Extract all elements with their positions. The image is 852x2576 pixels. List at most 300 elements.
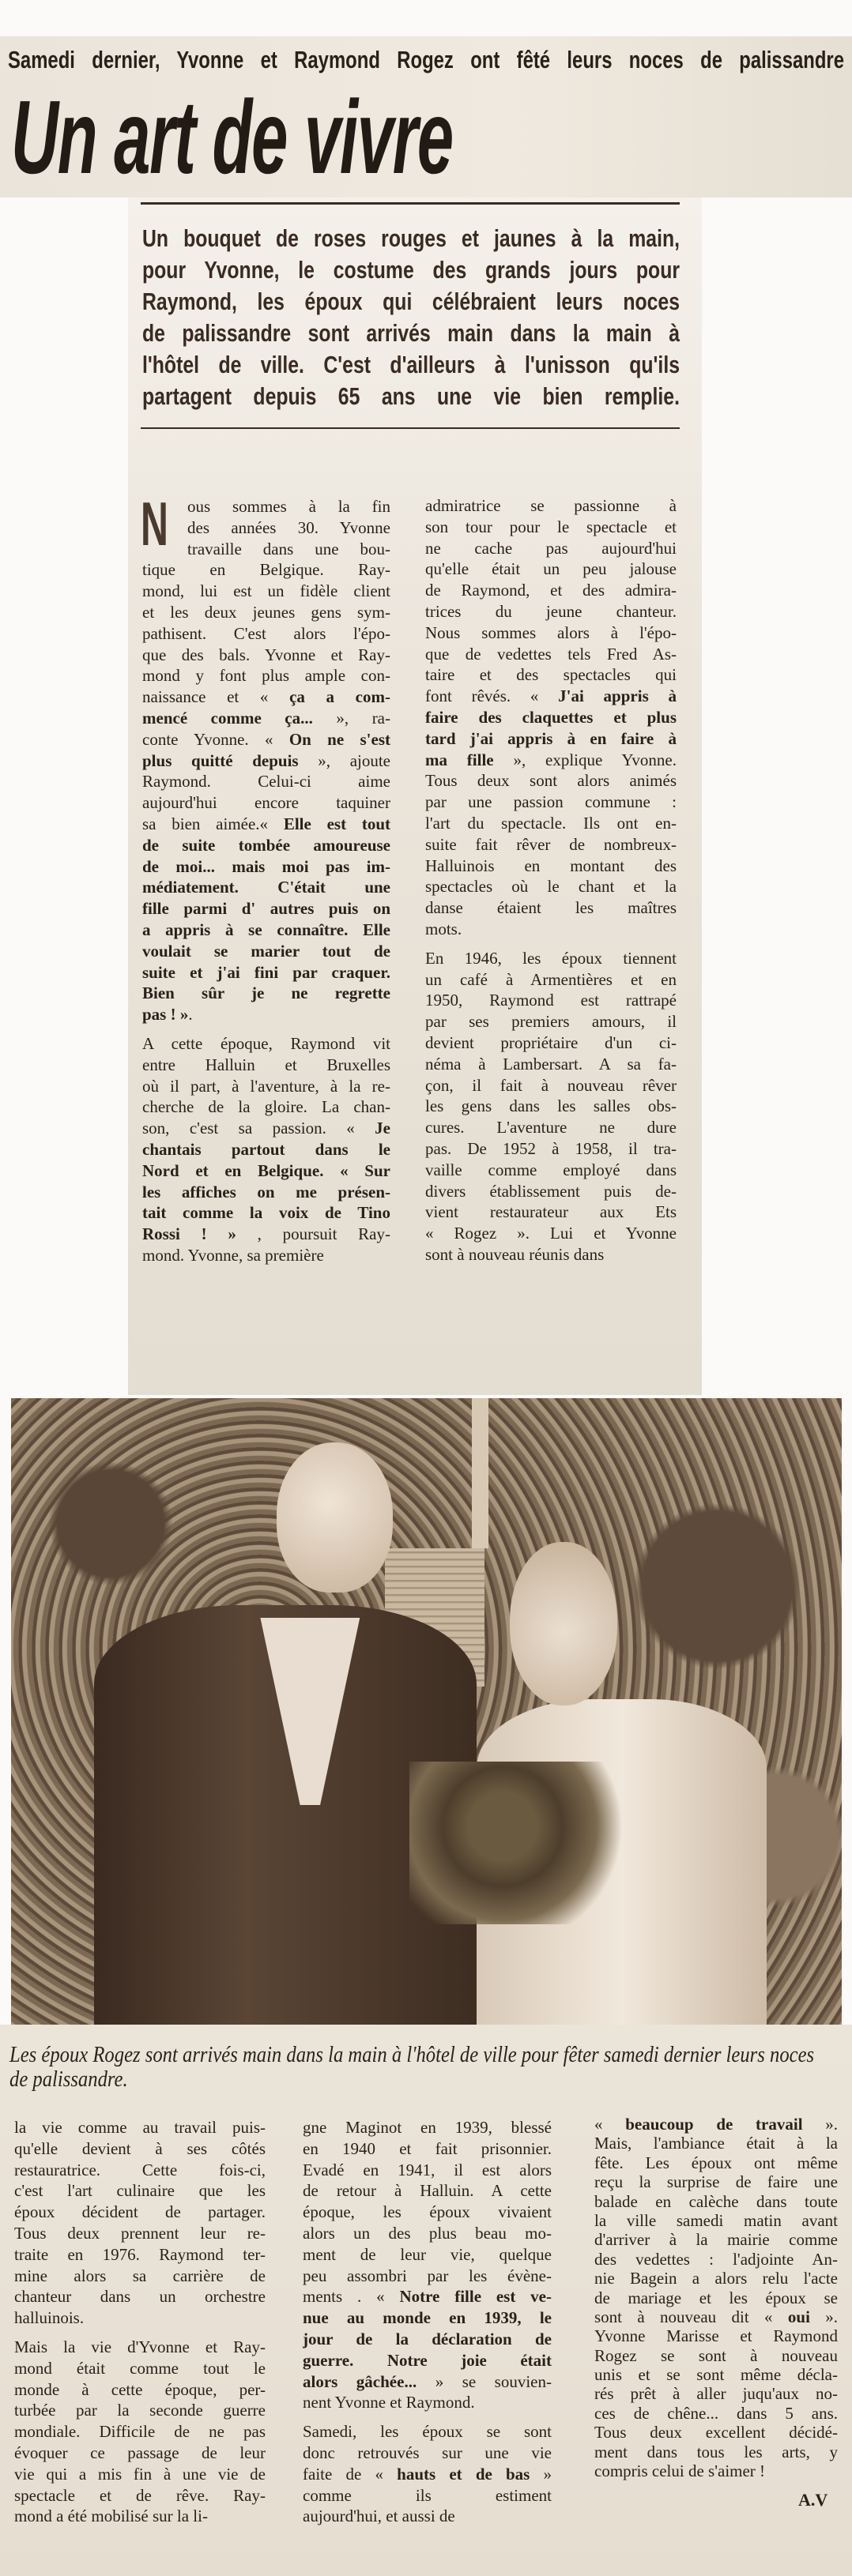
text-run: de Raymond, et des admira- xyxy=(425,581,677,600)
text-run: la ville samedi matin avant xyxy=(594,2210,838,2230)
text-line xyxy=(142,814,390,835)
text-line xyxy=(425,919,677,940)
text-run: « xyxy=(594,2115,626,2134)
divider-rule xyxy=(141,427,680,429)
text-line xyxy=(594,2192,838,2211)
text-line xyxy=(142,1160,390,1182)
text-run: aujourd'hui, et aussi de xyxy=(303,2506,455,2526)
text-line xyxy=(142,941,390,962)
text-run: vaille comme employé dans xyxy=(425,1160,677,1179)
text-line xyxy=(425,580,677,601)
bold-quote-text: médiatement. C'était une xyxy=(142,878,390,897)
article-paragraph xyxy=(141,489,390,1025)
text-run: traite en 1976. Raymond ter- xyxy=(14,2244,266,2264)
text-run: devient propriétaire d'un ci- xyxy=(425,1032,677,1052)
article-paragraph xyxy=(594,2115,838,2480)
text-line xyxy=(142,602,390,623)
text-run: de retour à Halluin. A cette xyxy=(303,2181,552,2201)
text-run: Yvonne Marisse et Raymond xyxy=(594,2326,838,2346)
text-run: balade en calèche dans toute xyxy=(594,2191,838,2211)
text-line xyxy=(594,2115,838,2134)
text-line xyxy=(142,1076,390,1097)
text-run: 1950, Raymond est rattrapé xyxy=(425,991,677,1010)
text-run: » se souvien- xyxy=(417,2371,552,2391)
text-line xyxy=(425,1011,677,1032)
text-run: pathisent. C'est alors l'épo- xyxy=(142,623,390,643)
text-line xyxy=(14,2379,266,2401)
text-run: donc retrouvés sur une vie xyxy=(303,2442,552,2462)
text-line xyxy=(425,1244,677,1265)
text-run: la vie comme au travail puis- xyxy=(14,2118,266,2137)
bold-quote-text: les affiches on me présen- xyxy=(142,1182,390,1202)
article-column-1 xyxy=(141,489,390,1274)
text-run: époque, les époux vivaient xyxy=(303,2202,552,2222)
text-line xyxy=(425,1032,677,1054)
text-run: gne Maginot en 1939, blessé xyxy=(303,2118,552,2137)
couple-photo xyxy=(11,1398,842,2025)
article-paragraph xyxy=(425,948,677,1265)
text-line xyxy=(303,2286,552,2307)
text-line xyxy=(594,2326,838,2345)
text-run: de mariage et les époux se xyxy=(594,2288,838,2307)
text-line xyxy=(594,2461,838,2480)
bold-quote-text: alors gâchée... xyxy=(303,2371,417,2391)
text-line xyxy=(594,2230,838,2249)
lead-line xyxy=(142,223,680,254)
text-line xyxy=(425,622,677,644)
text-line xyxy=(142,517,390,539)
text-line xyxy=(594,2365,838,2384)
text-run: et les deux jeunes gens sym- xyxy=(142,602,390,622)
text-run: où il part, à l'aventure, à la re- xyxy=(142,1076,390,1096)
text-line xyxy=(14,2223,266,2244)
text-line xyxy=(425,1202,677,1223)
text-run: mots. xyxy=(425,919,462,938)
bold-quote-text: guerre. Notre joie était xyxy=(303,2350,552,2370)
bold-quote-text: de suite tombée amoureuse xyxy=(142,835,390,855)
lead-line xyxy=(142,254,680,286)
text-line xyxy=(425,707,677,728)
divider-rule xyxy=(141,202,680,205)
text-line xyxy=(594,2134,838,2153)
text-run: ous sommes à la fin xyxy=(187,497,390,516)
photo-man-head xyxy=(277,1442,393,1593)
bold-quote-text: faire des claquettes et plus xyxy=(425,707,677,727)
text-run: sont à nouveau réunis dans xyxy=(425,1244,605,1264)
bold-quote-text: hauts et de bas xyxy=(397,2464,530,2484)
text-run: Raymond. Celui-ci aime xyxy=(142,772,390,792)
text-run: Tous deux prennent leur re- xyxy=(14,2223,266,2243)
text-run: évoquer ce passage de leur xyxy=(14,2442,266,2462)
text-run: , poursuit Ray- xyxy=(236,1224,390,1244)
bold-quote-text: J'ai appris à xyxy=(558,686,677,706)
text-line xyxy=(142,496,390,517)
text-line xyxy=(303,2329,552,2350)
text-line xyxy=(142,623,390,645)
article-paragraph xyxy=(303,2117,552,2413)
text-run: son tour pour le spectacle et xyxy=(425,517,677,536)
text-line xyxy=(142,1004,390,1025)
text-line xyxy=(425,686,677,707)
photo-woman-head xyxy=(510,1542,618,1705)
text-line xyxy=(425,856,677,877)
text-run: », ajoute xyxy=(298,750,390,770)
bold-quote-text: tait comme la voix de Tino xyxy=(142,1203,390,1223)
text-line xyxy=(142,1245,390,1266)
text-run: des années 30. Yvonne xyxy=(187,517,390,537)
text-run: un café à Armentières et en xyxy=(425,969,677,989)
text-run: En 1946, les époux tiennent xyxy=(425,948,677,968)
text-run: mond était comme tout le xyxy=(14,2358,266,2378)
text-run: alors un des plus beau mo- xyxy=(303,2223,552,2243)
text-line xyxy=(425,495,677,517)
text-run: cures. L'aventure ne dure xyxy=(425,1118,677,1138)
text-run: mondiale. Difficile de ne pas xyxy=(14,2422,266,2442)
text-run: reçu la surprise de faire une xyxy=(594,2172,838,2192)
text-line xyxy=(303,2421,552,2442)
text-line xyxy=(142,1224,390,1245)
text-run: son, c'est sa passion. « xyxy=(142,1119,375,1138)
bold-quote-text: plus quitté depuis xyxy=(142,750,299,770)
text-line xyxy=(142,1096,390,1118)
text-line xyxy=(303,2506,552,2527)
text-line xyxy=(14,2421,266,2442)
lead-text: Raymond, les époux qui célébraient leurs noces xyxy=(142,288,680,315)
text-line xyxy=(14,2180,266,2202)
text-run: qu'elle devient à ses côtés xyxy=(14,2138,266,2158)
text-run: spectacles où le chant et la xyxy=(425,877,677,897)
bold-quote-text: mencé comme ça... xyxy=(142,708,313,728)
text-line xyxy=(142,708,390,729)
text-line xyxy=(425,876,677,897)
text-line xyxy=(425,1160,677,1181)
text-run: mond, lui est un fidèle client xyxy=(142,581,390,601)
text-run: ment dans tous les arts, y xyxy=(594,2442,838,2461)
lead-line xyxy=(142,349,680,381)
text-run: Mais la vie d'Yvonne et Ray- xyxy=(14,2337,266,2356)
bold-quote-text: Rossi ! » xyxy=(142,1224,236,1244)
text-run: unis et se sont même décla- xyxy=(594,2365,838,2385)
overline xyxy=(8,46,844,77)
text-run: font rêvés. « xyxy=(425,686,559,706)
text-run: ». xyxy=(802,2115,838,2134)
bold-quote-text: beaucoup de travail xyxy=(625,2115,803,2134)
text-line xyxy=(425,538,677,559)
bold-quote-text: voulait se marier tout de xyxy=(142,941,390,961)
text-run: « Rogez ». Lui et Yvonne xyxy=(425,1224,677,1243)
bold-quote-text: tard j'ai appris à en faire à xyxy=(425,728,677,748)
text-line xyxy=(594,2153,838,2172)
bold-quote-text: Notre fille est ve- xyxy=(399,2287,552,2307)
text-line xyxy=(142,1055,390,1076)
text-run: mond a été mobilisé sur la li- xyxy=(14,2506,208,2526)
text-run: Nous sommes alors à l'épo- xyxy=(425,622,677,642)
text-line xyxy=(425,1054,677,1075)
bold-quote-text: Je xyxy=(375,1119,390,1138)
caption-text: Les époux Rogez sont arrivés main dans la main à l'hôtel de ville pour fêter samedi dernier leurs noces de palissandre. xyxy=(9,2043,815,2092)
text-run: spectacle et de rêve. Ray- xyxy=(14,2485,266,2505)
text-line xyxy=(142,771,390,792)
text-run: par une passion commune : xyxy=(425,792,677,812)
bold-quote-text: chantais partout dans le xyxy=(142,1139,390,1159)
text-line xyxy=(425,664,677,686)
lead-line xyxy=(142,318,680,349)
text-line xyxy=(14,2307,266,2329)
text-run: mine alors sa carrière de xyxy=(14,2266,266,2285)
text-line xyxy=(14,2464,266,2485)
text-run: admiratrice se passionne à xyxy=(425,496,677,515)
text-run: compris celui de s'aimer ! xyxy=(594,2461,766,2481)
text-run: qu'elle était un peu jalouse xyxy=(425,559,677,579)
text-run: ments . « xyxy=(303,2287,400,2307)
text-line xyxy=(594,2211,838,2230)
text-line xyxy=(303,2350,552,2371)
text-line xyxy=(14,2442,266,2464)
lead-text: partagent depuis 65 ans une vie bien remplie. xyxy=(142,382,680,410)
text-run: aujourd'hui encore taquiner xyxy=(142,793,390,813)
text-line xyxy=(594,2250,838,2269)
lead-text: Un bouquet de roses rouges et jaunes à la main, xyxy=(142,224,680,252)
text-run: peu assombri par les évène- xyxy=(303,2266,552,2285)
headline-text: Un art de vivre xyxy=(11,79,453,195)
text-line xyxy=(425,1075,677,1096)
text-line xyxy=(425,948,677,969)
text-line xyxy=(594,2346,838,2365)
text-run: nent Yvonne et Raymond. xyxy=(303,2393,475,2412)
text-line xyxy=(303,2117,552,2138)
text-line xyxy=(142,898,390,919)
text-run: Tous deux sont alors animés xyxy=(425,771,677,791)
text-run: que de vedettes tels Fred As- xyxy=(425,644,677,664)
article-column-3 xyxy=(14,2117,266,2535)
text-line xyxy=(425,1223,677,1244)
article-column-5 xyxy=(594,2115,838,2488)
text-line xyxy=(14,2138,266,2160)
text-line xyxy=(594,2288,838,2307)
bold-quote-text: oui xyxy=(787,2307,810,2326)
text-run: les gens dans les salles obs- xyxy=(425,1096,677,1116)
text-line xyxy=(14,2400,266,2421)
bold-quote-text: Bien sûr je ne regrette xyxy=(142,983,390,1003)
text-line xyxy=(142,1118,390,1139)
text-line xyxy=(14,2286,266,2307)
text-line xyxy=(594,2404,838,2423)
bold-quote-text: ma fille xyxy=(425,750,494,769)
text-line xyxy=(594,2442,838,2461)
text-line xyxy=(303,2392,552,2413)
text-line xyxy=(142,962,390,983)
text-line xyxy=(425,1096,677,1117)
text-run: », ra- xyxy=(312,708,390,728)
text-run: danse étaient les maîtres xyxy=(425,898,677,918)
article-column-4 xyxy=(303,2117,552,2535)
bold-quote-text: Nord et en Belgique. « Sur xyxy=(142,1160,390,1180)
text-run: taire et des spectacles qui xyxy=(425,665,677,685)
text-line xyxy=(425,601,677,622)
text-run: mond. Yvonne, sa première xyxy=(142,1245,324,1265)
text-run: comme ils estiment xyxy=(303,2485,552,2505)
text-run: mond y font plus ample con- xyxy=(142,666,390,686)
text-run: naissance et « xyxy=(142,687,290,707)
text-line xyxy=(142,539,390,560)
text-run: A cette époque, Raymond vit xyxy=(142,1033,390,1053)
text-run: nie Bagein a alors relu l'acte xyxy=(594,2269,838,2288)
text-run: sont à nouveau dit « xyxy=(594,2307,788,2326)
text-line xyxy=(14,2485,266,2506)
text-line xyxy=(425,728,677,750)
drop-cap-letter: N xyxy=(141,489,168,558)
bold-quote-text: pas ! » xyxy=(142,1005,189,1025)
text-line xyxy=(425,834,677,856)
text-run: divers établissement puis de- xyxy=(425,1181,677,1201)
text-line xyxy=(303,2202,552,2223)
text-run: par ses premiers amours, il xyxy=(425,1012,677,1032)
text-run: vient restaurateur aux Ets xyxy=(425,1202,677,1222)
lead-line xyxy=(142,286,680,318)
bold-quote-text: fille parmi d' autres puis on xyxy=(142,899,390,919)
text-line xyxy=(594,2423,838,2442)
text-run: restauratrice. Cette fois-ci, xyxy=(14,2160,266,2179)
text-line xyxy=(425,750,677,771)
text-line xyxy=(425,990,677,1011)
text-run: suite fait rêver de nombreux- xyxy=(425,834,677,854)
text-run: rés prêt à aller juqu'aux no- xyxy=(594,2384,838,2404)
text-line xyxy=(303,2371,552,2393)
text-run: travaille dans une bou- xyxy=(187,539,390,558)
text-run: pas. De 1952 à 1958, il tra- xyxy=(425,1138,677,1158)
bold-quote-text: jour de la déclaration de xyxy=(303,2329,552,2348)
text-run: vie qui a mis fin à une vie de xyxy=(14,2464,266,2484)
text-line xyxy=(425,969,677,991)
lead-text: de palissandre sont arrivés main dans la main à xyxy=(142,319,680,347)
text-line xyxy=(142,665,390,686)
text-line xyxy=(142,645,390,666)
text-run: çon, il fait à nouveau rêver xyxy=(425,1075,677,1095)
article-paragraph xyxy=(142,1033,390,1266)
author-signature: A.V xyxy=(798,2490,828,2510)
text-line xyxy=(303,2160,552,2181)
lead-paragraph xyxy=(142,223,680,412)
overline-text: Samedi dernier, Yvonne et Raymond Rogez ont fêté leurs noces de palissandre xyxy=(8,46,844,73)
text-run: ». xyxy=(809,2307,838,2326)
text-line xyxy=(142,919,390,941)
text-run: sa bien aimée.« xyxy=(142,814,284,833)
bold-quote-text: a appris à se connaître. Elle xyxy=(142,919,390,939)
text-run: monde à cette époque, per- xyxy=(14,2379,266,2399)
article-paragraph xyxy=(425,495,677,940)
bold-quote-text: On ne s'est xyxy=(288,729,390,749)
text-run: turbée par la seconde guerre xyxy=(14,2401,266,2420)
text-run: fête. Les époux ont même xyxy=(594,2153,838,2172)
text-run: cherche de la gloire. La chan- xyxy=(142,1097,390,1117)
text-run: trices du jeune chanteur. xyxy=(425,601,677,621)
text-run: néma à Lambersart. A sa fa- xyxy=(425,1054,677,1074)
text-line xyxy=(303,2442,552,2464)
text-line xyxy=(14,2244,266,2266)
text-run: époux décident de partager. xyxy=(14,2202,266,2222)
text-run: Rogez se sont à nouveau xyxy=(594,2345,838,2365)
text-run: Tous deux excellent décidé- xyxy=(594,2423,838,2442)
text-line xyxy=(425,1117,677,1138)
bold-quote-text: suite et j'ai fini par craquer. xyxy=(142,962,390,982)
article-paragraph xyxy=(14,2337,266,2527)
text-line xyxy=(142,792,390,814)
text-line xyxy=(142,750,390,772)
article-paragraph xyxy=(14,2117,266,2329)
text-line xyxy=(14,2117,266,2138)
lead-text: pour Yvonne, le costume des grands jours pour xyxy=(142,256,680,284)
lead-text: l'hôtel de ville. C'est d'ailleurs à l'unisson qu'ils xyxy=(142,351,680,378)
text-run: ment de leur vie, quelque xyxy=(303,2244,552,2264)
text-line xyxy=(142,1202,390,1224)
text-line xyxy=(142,686,390,708)
text-run: entre Halluin et Bruxelles xyxy=(142,1055,390,1074)
text-run: en 1940 et fait prisonnier. xyxy=(303,2138,552,2158)
text-line xyxy=(142,1033,390,1055)
text-run: d'arriver à la mairie comme xyxy=(594,2230,838,2250)
text-line xyxy=(142,856,390,878)
text-run: Halluinois en montant des xyxy=(425,856,677,875)
bold-quote-text: ça a com- xyxy=(289,687,390,707)
text-line xyxy=(594,2172,838,2191)
text-line xyxy=(594,2307,838,2326)
text-run: » xyxy=(530,2464,552,2484)
text-line xyxy=(14,2358,266,2379)
text-line xyxy=(14,2202,266,2223)
text-run: ne cache pas aujourd'hui xyxy=(425,538,677,558)
bold-quote-text: Elle est tout xyxy=(283,814,390,833)
text-line xyxy=(142,983,390,1004)
text-line xyxy=(303,2223,552,2244)
text-line xyxy=(142,1139,390,1160)
text-line xyxy=(142,581,390,602)
text-line xyxy=(425,1138,677,1160)
text-run: chanteur dans un orchestre xyxy=(14,2287,266,2307)
text-run: des vedettes : l'adjointe An- xyxy=(594,2249,838,2269)
text-line xyxy=(14,2160,266,2181)
text-line xyxy=(303,2485,552,2506)
text-run: que des bals. Yvonne et Ray- xyxy=(142,645,390,664)
text-run: Mais, l'ambiance était à la xyxy=(594,2134,838,2153)
article-paragraph xyxy=(303,2421,552,2527)
bold-quote-text: nue au monde en 1939, le xyxy=(303,2308,552,2328)
text-line xyxy=(425,770,677,792)
text-line xyxy=(425,897,677,919)
text-run: tique en Belgique. Ray- xyxy=(142,560,390,580)
text-run: . xyxy=(188,1005,193,1025)
text-line xyxy=(425,517,677,538)
text-run: Evadé en 1941, il est alors xyxy=(303,2160,552,2179)
text-run: ces de chêne... dans 5 ans. xyxy=(594,2403,838,2423)
text-line xyxy=(594,2269,838,2288)
text-line xyxy=(425,558,677,580)
text-line xyxy=(142,1182,390,1203)
text-run: halluinois. xyxy=(14,2308,85,2328)
text-line xyxy=(594,2384,838,2403)
text-line xyxy=(303,2180,552,2202)
text-line xyxy=(425,1181,677,1202)
text-line xyxy=(303,2464,552,2485)
text-line xyxy=(425,813,677,834)
headline xyxy=(11,79,712,195)
text-line xyxy=(303,2307,552,2329)
text-line xyxy=(425,644,677,665)
article-column-2 xyxy=(425,495,677,1273)
text-run: conte Yvonne. « xyxy=(142,729,289,749)
photo-caption xyxy=(9,2043,831,2092)
text-line xyxy=(142,877,390,898)
text-run: faite de « xyxy=(303,2464,398,2484)
